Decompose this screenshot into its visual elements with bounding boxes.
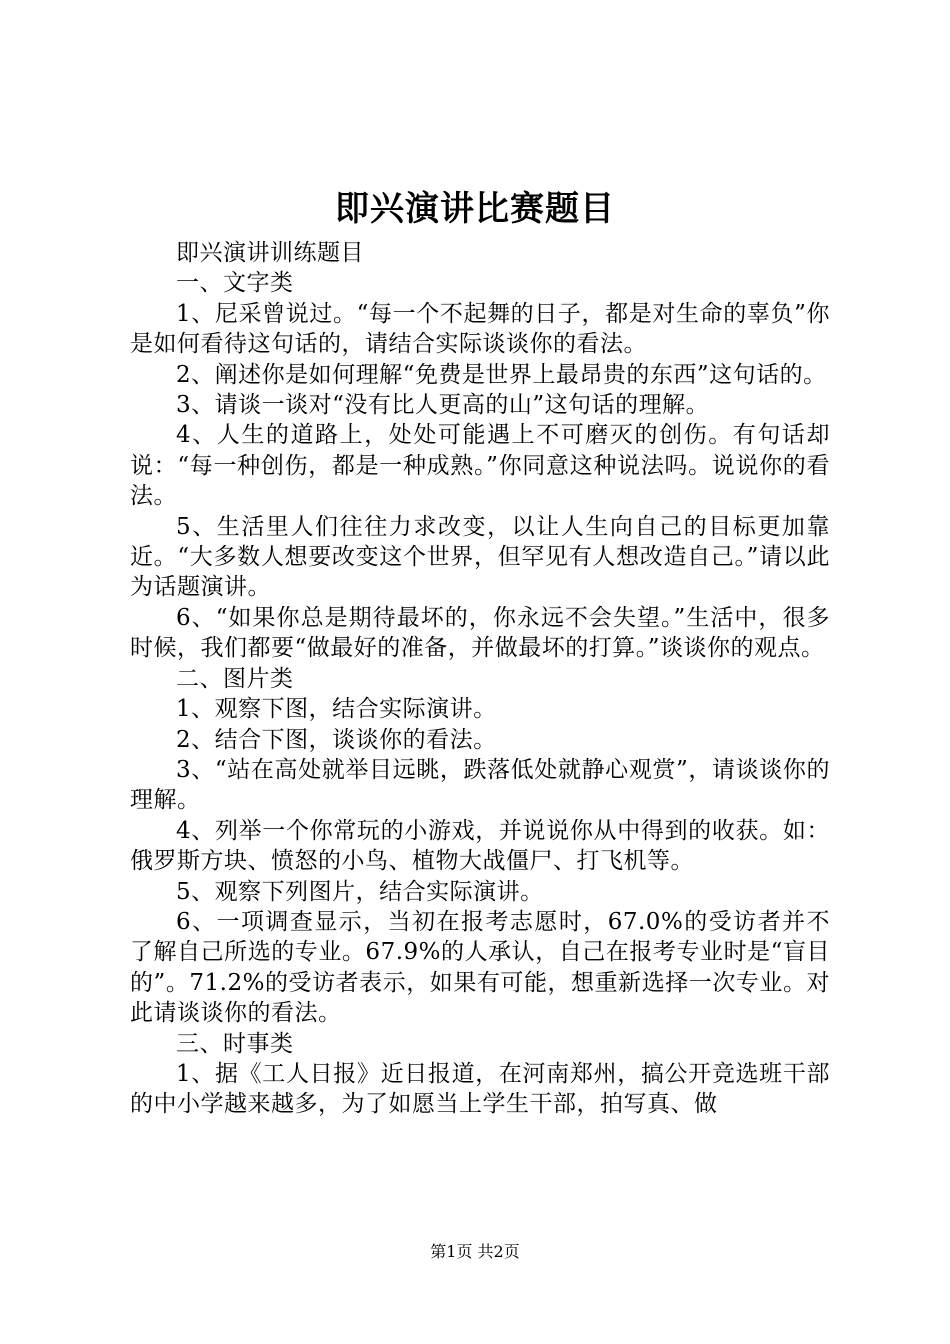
question-current-affairs-1: 1、据《工人日报》近日报道，在河南郑州，搞公开竞选班干部的中小学越来越多，为了如愿当上学生干部，拍写真、做 <box>130 1060 830 1118</box>
section-heading-current-affairs: 三、时事类 <box>176 1030 294 1057</box>
question-text-5: 5、生活里人们往往力求改变，以让人生向自己的目标更加靠近。“大多数人想要改变这个世界，但罕见有人想改造自己。”请以此为话题演讲。 <box>130 513 830 601</box>
question-image-3: 3、“站在高处就举目远眺，跌落低处就静心观赏”，请谈谈你的理解。 <box>130 756 830 814</box>
question-text-6: 6、“如果你总是期待最坏的，你永远不会失望。”生活中，很多时候，我们都要“做最好的准备，并做最坏的打算。”谈谈你的观点。 <box>130 604 830 662</box>
question-image-6: 6、一项调查显示，当初在报考志愿时，67.0%的受访者并不了解自己所选的专业。67.9%的人承认，自己在报考专业时是“盲目的”。71.2%的受访者表示，如果有可能，想重新选择一次专业。对此请谈谈你的看法。 <box>130 908 830 1027</box>
question-image-1: 1、观察下图，结合实际演讲。 <box>176 696 497 723</box>
page-footer: 第1页 共2页 <box>430 1242 520 1261</box>
section-heading-text: 一、文字类 <box>176 270 294 297</box>
document-title: 即兴演讲比赛题目 <box>335 189 615 229</box>
question-text-4: 4、人生的道路上，处处可能遇上不可磨灭的创伤。有句话却说：“每一种创伤，都是一种成熟。”你同意这种说法吗。说说你的看法。 <box>130 422 830 510</box>
section-heading-image: 二、图片类 <box>176 665 294 692</box>
question-text-3: 3、请谈一谈对“没有比人更高的山”这句话的理解。 <box>176 392 710 419</box>
question-image-4: 4、列举一个你常玩的小游戏，并说说你从中得到的收获。如：俄罗斯方块、愤怒的小鸟、植物大战僵尸、打飞机等。 <box>130 817 830 875</box>
question-image-5: 5、观察下列图片，结合实际演讲。 <box>176 878 544 905</box>
document-body <box>130 238 830 1120</box>
paragraph-heading: 即兴演讲训练题目 <box>176 240 364 266</box>
question-text-2: 2、阐述你是如何理解“免费是世界上最昂贵的东西”这句话的。 <box>176 361 827 388</box>
question-text-1: 1、尼采曾说过。“每一个不起舞的日子，都是对生命的辜负”你是如何看待这句话的，请结合实际谈谈你的看法。 <box>130 300 830 358</box>
question-image-2: 2、结合下图，谈谈你的看法。 <box>176 726 497 753</box>
